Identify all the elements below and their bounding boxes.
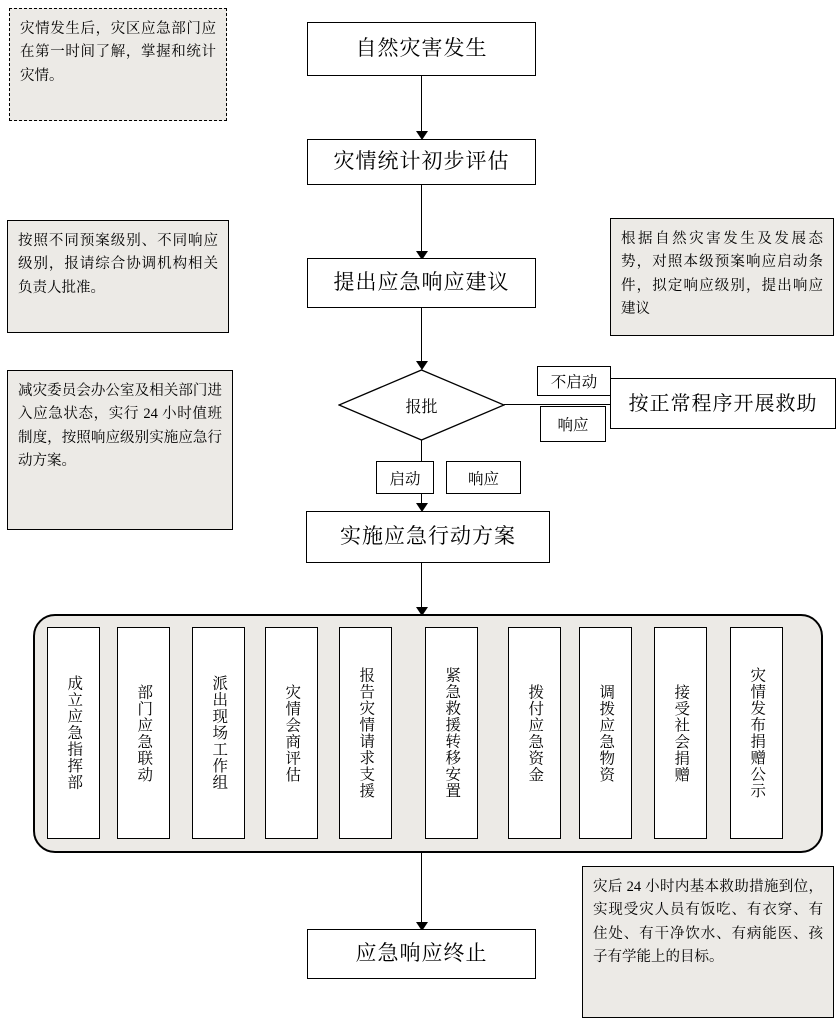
node-step4-label: 实施应急行动方案 (340, 524, 516, 549)
connector-step1-step2 (421, 76, 422, 138)
action-4[interactable] (265, 627, 318, 839)
note-right-text: 根据自然灾害发生及发展态势，对照本级预案响应启动条件，拟定响应级别，提出响应建议 (621, 231, 823, 318)
node-step2[interactable] (307, 139, 536, 185)
node-decision-label-wrap (338, 369, 505, 441)
action-5-label: 报告灾情请求支援 (357, 667, 375, 799)
action-8[interactable] (579, 627, 632, 839)
connector-decision-normal (504, 404, 610, 405)
label-start (376, 461, 434, 494)
connector-step2-step3 (421, 185, 422, 258)
note-top-left (9, 8, 227, 121)
action-6[interactable] (425, 627, 478, 839)
label-no-response-text: 响应 (557, 417, 589, 434)
note-mid-left (7, 220, 229, 333)
label-no-response (540, 406, 606, 442)
label-yes-response-text: 响应 (467, 470, 499, 488)
action-7[interactable] (508, 627, 561, 839)
note-bottom-right-text: 灾后 24 小时内基本救助措施到位，实现受灾人员有饭吃、有衣穿、有住处、有干净饮水、有病能医、孩子有学能上的目标。 (593, 879, 823, 966)
connector-step3-decision (421, 308, 422, 368)
node-normal-procedure-label: 按正常程序开展救助 (628, 392, 818, 415)
action-7-label: 拨付应急资金 (526, 683, 544, 783)
action-1-label: 成立应急指挥部 (65, 675, 83, 791)
node-decision-label: 报批 (405, 398, 438, 416)
node-step3-label: 提出应急响应建议 (333, 270, 510, 295)
node-normal-procedure[interactable] (610, 378, 836, 429)
note-right (610, 218, 834, 336)
label-no-start-text: 不启动 (550, 374, 598, 391)
action-5[interactable] (339, 627, 392, 839)
action-1[interactable] (47, 627, 100, 839)
node-step5-label: 应急响应终止 (355, 941, 488, 966)
action-9[interactable] (654, 627, 707, 839)
action-3-label: 派出现场工作组 (210, 675, 228, 791)
action-10[interactable] (730, 627, 783, 839)
action-10-label: 灾情发布捐赠公示 (748, 667, 766, 799)
label-no-start (537, 366, 611, 396)
node-step4[interactable] (306, 511, 550, 563)
note-bottom-right (582, 866, 834, 1018)
note-lower-left-text: 减灾委员会办公室及相关部门进入应急状态，实行 24 小时值班制度，按照响应级别实施应急行动方案。 (18, 383, 222, 470)
node-step2-label: 灾情统计初步评估 (333, 149, 510, 174)
action-6-label: 紧急救援转移安置 (443, 667, 461, 799)
node-step3[interactable] (307, 258, 536, 308)
label-start-text: 启动 (389, 470, 421, 488)
action-9-label: 接受社会捐赠 (672, 683, 690, 783)
action-3[interactable] (192, 627, 245, 839)
node-step5[interactable] (307, 929, 536, 979)
action-4-label: 灾情会商评估 (283, 683, 301, 783)
note-top-left-text: 灾情发生后，灾区应急部门应在第一时间了解，掌握和统计灾情。 (20, 21, 216, 84)
action-2-label: 部门应急联动 (135, 683, 153, 783)
connector-actions-end (421, 853, 422, 929)
action-2[interactable] (117, 627, 170, 839)
node-decision[interactable] (338, 369, 505, 441)
note-lower-left (7, 370, 233, 530)
note-mid-left-text: 按照不同预案级别、不同响应级别，报请综合协调机构相关负责人批准。 (18, 233, 218, 296)
action-8-label: 调拨应急物资 (597, 683, 615, 783)
node-step1-label: 自然灾害发生 (355, 36, 488, 61)
node-step1[interactable] (307, 22, 536, 76)
label-yes-response (446, 461, 521, 494)
